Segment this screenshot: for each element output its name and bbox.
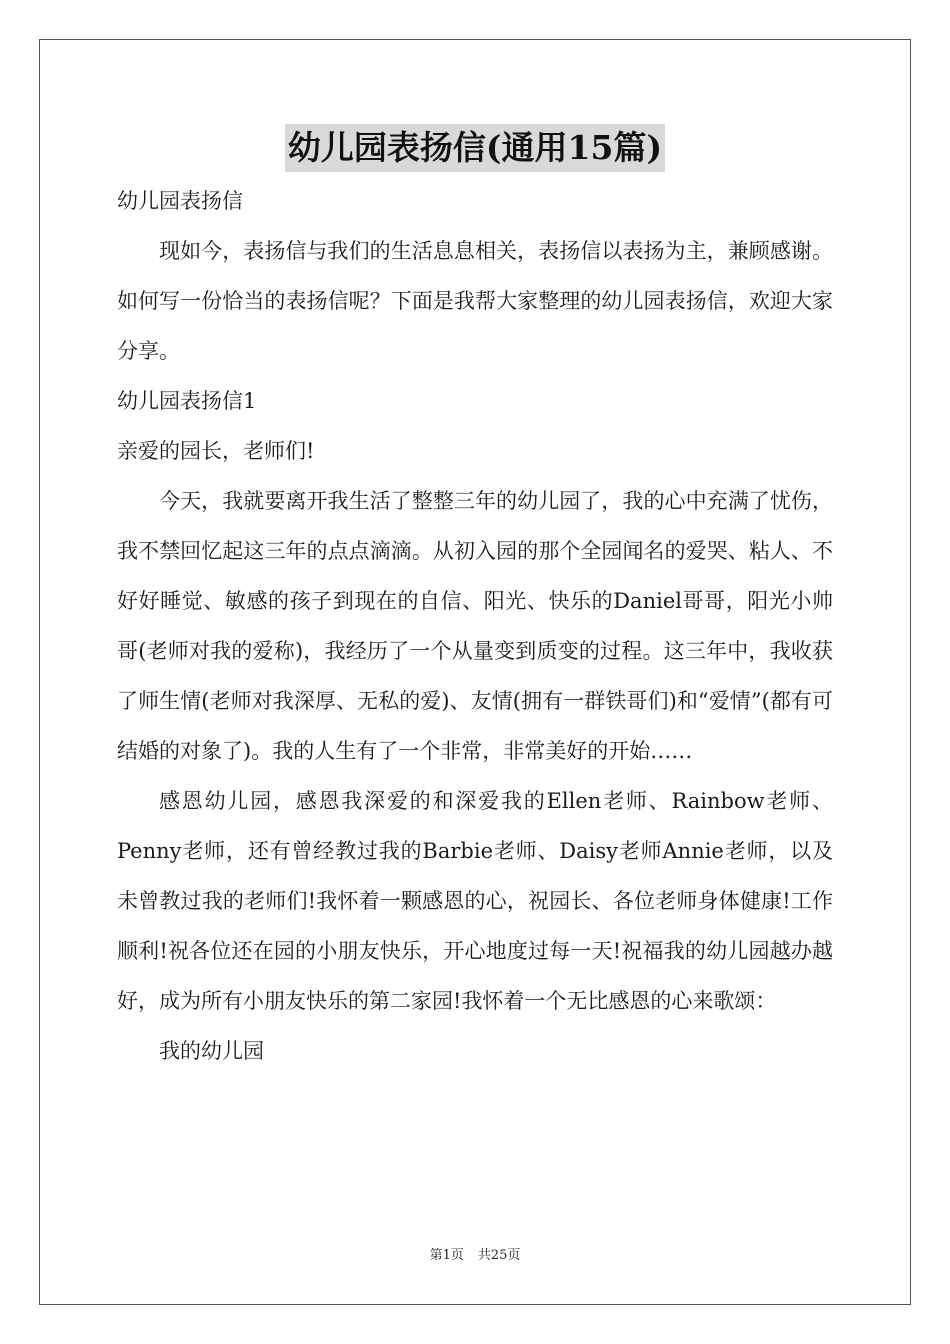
body-paragraph-1: 今天，我就要离开我生活了整整三年的幼儿园了，我的心中充满了忧伤，我不禁回忆起这三年的点点滴滴。从初入园的那个全园闻名的爱哭、粘人、不好好睡觉、敏感的孩子到现在的自信、阳光、快乐的Daniel哥哥，阳光小帅哥(老师对我的爱称)，我经历了一个从量变到质变的过程。这三年中，我收获了师生情(老师对我深厚、无私的爱)、友情(拥有一群铁哥们)和“爱情”(都有可结婚的对象了)。我的人生有了一个非常，非常美好的开始…… — [117, 489, 833, 763]
poem-title: 我的幼儿园 — [159, 1039, 264, 1063]
page-number: 第1页 — [429, 1248, 464, 1263]
page-count: 共25页 — [477, 1248, 521, 1263]
title-container — [0, 124, 950, 172]
page-footer — [0, 1246, 950, 1266]
letter-heading: 幼儿园表扬信1 — [117, 389, 257, 413]
salutation: 亲爱的园长，老师们! — [117, 439, 315, 463]
document-body — [117, 176, 833, 1076]
document-title: 幼儿园表扬信(通用15篇) — [285, 124, 665, 172]
intro-paragraph: 现如今，表扬信与我们的生活息息相关，表扬信以表扬为主，兼顾感谢。如何写一份恰当的表扬信呢？下面是我帮大家整理的幼儿园表扬信，欢迎大家分享。 — [117, 239, 833, 363]
section-heading: 幼儿园表扬信 — [117, 189, 243, 213]
body-paragraph-2: 感恩幼儿园，感恩我深爱的和深爱我的Ellen老师、Rainbow老师、Penny老师，还有曾经教过我的Barbie老师、Daisy老师Annie老师，以及未曾教过我的老师们!我怀着一颗感恩的心，祝园长、各位老师身体健康!工作顺利!祝各位还在园的小朋友快乐，开心地度过每一天!祝福我的幼儿园越办越好，成为所有小朋友快乐的第二家园!我怀着一个无比感恩的心来歌颂： — [117, 789, 833, 1013]
